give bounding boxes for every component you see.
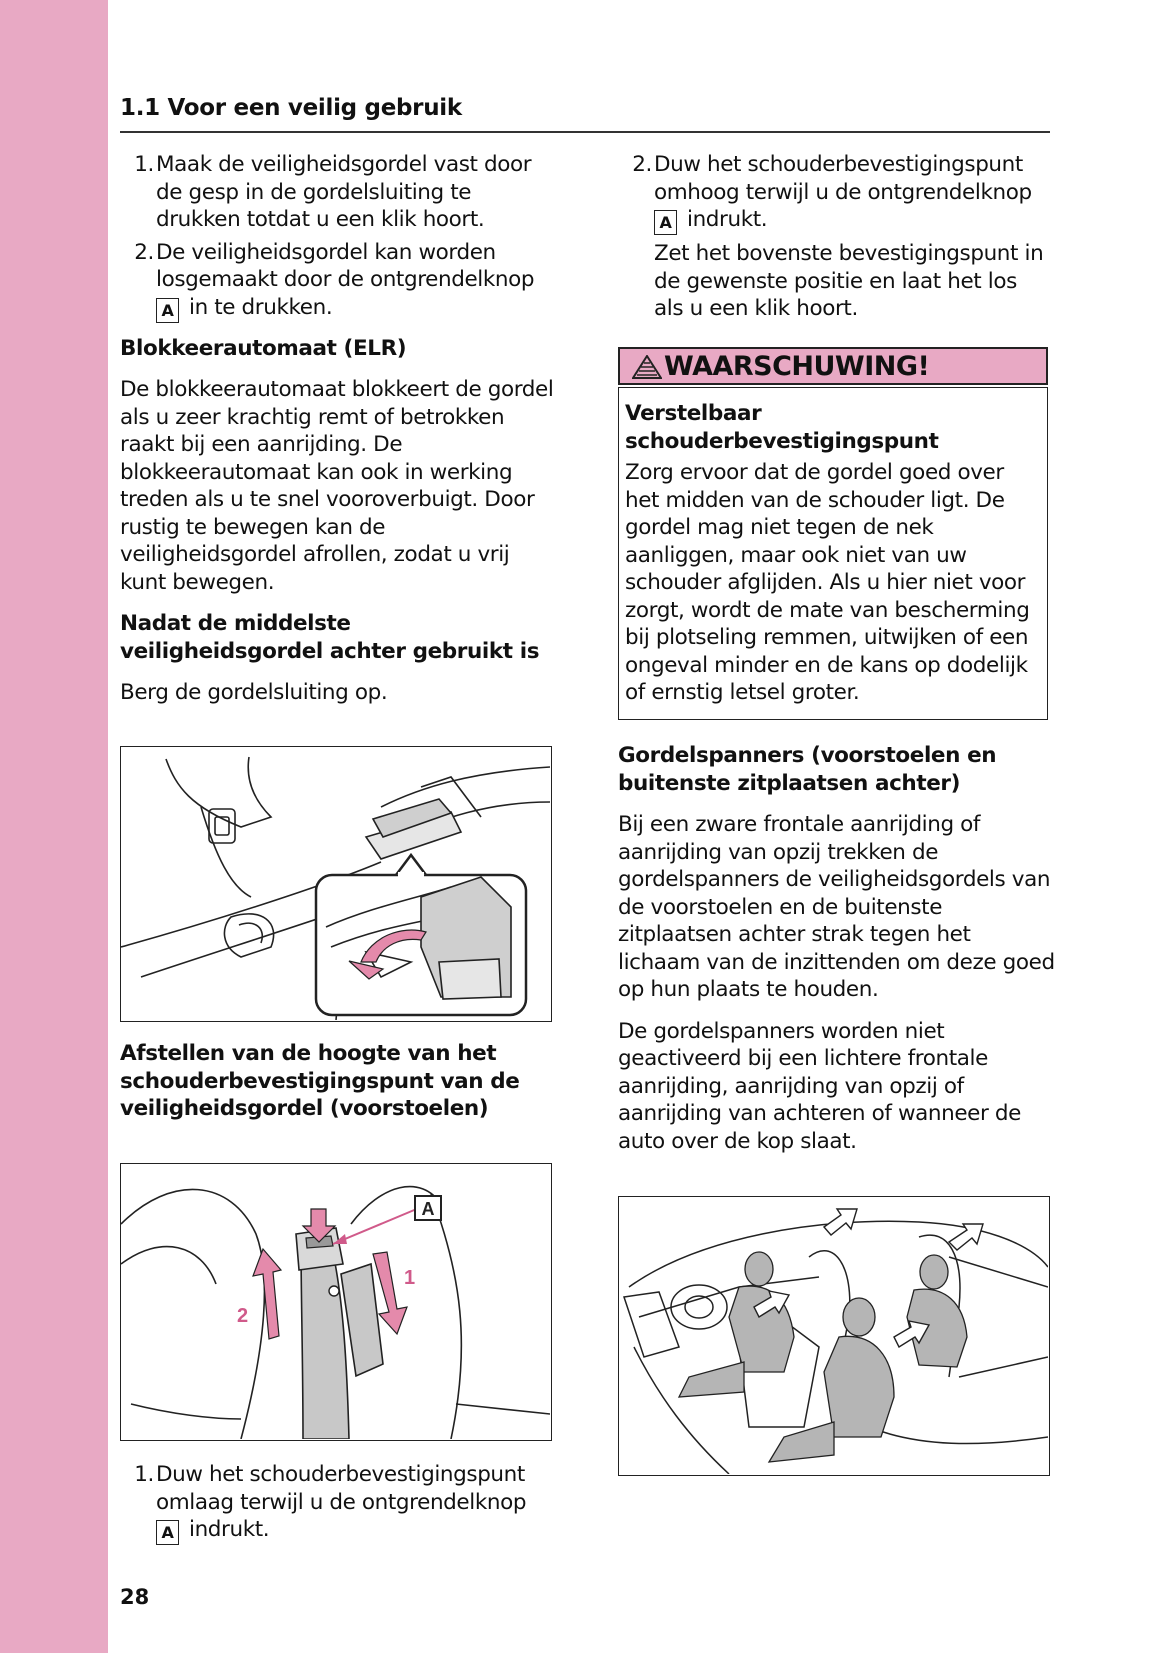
- right-column-middle: [618, 742, 1058, 1169]
- step-text: Duw het schouderbevestigingspunt omlaag terwijl u de ontgrendelknop: [156, 1462, 527, 1515]
- step-number: 1.: [134, 152, 154, 177]
- list-item: [618, 151, 1050, 235]
- step-text: Maak de veiligheidsgordel vast door de gesp in de gordelsluiting te drukken totdat u een klik hoort.: [156, 152, 532, 232]
- height-adjuster-drawing: [121, 1164, 550, 1439]
- title-divider: [120, 131, 1050, 133]
- height-adjuster-illustration: [120, 1163, 552, 1441]
- button-a-badge: A: [156, 298, 179, 323]
- step-number: 2.: [632, 152, 652, 177]
- list-item: [120, 239, 560, 323]
- pretensioner-text-1: Bij een zware frontale aanrijding of aanrijding van opzij trekken de gordelspanners de veiligheidsgordels van de voorstoelen en de buitenste zitplaatsen achter strak tegen het lichaam van de inzittenden om deze goed op hun plaats te houden.: [618, 812, 1055, 1002]
- warning-header: [618, 347, 1048, 385]
- list-item: [120, 1461, 560, 1545]
- right-column-top: [618, 151, 1050, 323]
- step-text-after: indrukt.: [687, 207, 768, 232]
- button-a-badge: A: [654, 210, 677, 235]
- pretensioner-illustration: [618, 1196, 1050, 1476]
- page-number: 28: [120, 1585, 150, 1609]
- warning-body: [618, 387, 1048, 720]
- section-title: 1.1 Voor een veilig gebruik: [120, 95, 462, 121]
- step-text-after: indrukt.: [189, 1517, 270, 1542]
- car-interior-drawing: [619, 1197, 1048, 1474]
- pretensioner-text-2: De gordelspanners worden niet geactiveerd bij een lichtere frontale aanrijding, aanrijding van opzij of aanrijding van achteren of wanneer de auto over de kop slaat.: [618, 1018, 1021, 1154]
- step-number: 2.: [134, 239, 154, 265]
- warning-heading: Verstelbaar schouderbevestigingspunt: [625, 401, 939, 454]
- middle-belt-text: Berg de gordelsluiting op.: [120, 680, 388, 705]
- arrow-label-2: 2: [237, 1305, 249, 1327]
- warning-text: Zorg ervoor dat de gordel goed over het midden van de schouder ligt. De gordel mag niet tegen de nek aanliggen, maar ook niet van uw schouder afglijden. Als u hier niet voor zorgt, wordt de mate van bescherming bij plotseling remmen, uitwijken of een ongeval minder en de kans op dodelijk of ernstig letsel groter.: [625, 460, 1030, 705]
- middle-belt-heading: Nadat de middelste veiligheidsgordel achter gebruikt is: [120, 611, 540, 664]
- height-adjust-heading: Afstellen van de hoogte van het schouderbevestigingspunt van de veiligheidsgordel (voorstoelen): [120, 1041, 520, 1121]
- elr-heading: Blokkeerautomaat (ELR): [120, 335, 407, 361]
- warning-triangle-icon: [632, 355, 662, 379]
- pretensioner-heading: Gordelspanners (voorstoelen en buitenste zitplaatsen achter): [618, 743, 997, 796]
- step-text-after: in te drukken.: [189, 294, 333, 320]
- step-number: 1.: [134, 1462, 154, 1487]
- step-text: Duw het schouderbevestigingspunt omhoog terwijl u de ontgrendelknop: [654, 152, 1032, 205]
- arrow-label-1: 1: [404, 1267, 416, 1289]
- step-text: De veiligheidsgordel kan worden losgemaakt door de ontgrendelknop: [156, 239, 535, 292]
- left-column-bottom: [120, 1461, 560, 1550]
- left-column-top: [120, 151, 560, 721]
- warning-title: WAARSCHUWING!: [664, 351, 930, 382]
- chapter-sidebar: [0, 0, 108, 1653]
- callout-a-label: A: [421, 1199, 435, 1219]
- buckle-storage-drawing: [121, 747, 550, 1020]
- step2-extra: Zet het bovenste bevestigingspunt in de gewenste positie en laat het los als u een klik hoort.: [654, 241, 1044, 321]
- elr-text: De blokkeerautomaat blokkeert de gordel als u zeer krachtig remt of betrokken raakt bij een aanrijding. De blokkeerautomaat kan ook in werking treden als u te snel vooroverbuigt. Door rustig te bewegen kan de veiligheidsgordel afrollen, zodat u vrij kunt bewegen.: [120, 377, 554, 595]
- list-item: [120, 151, 560, 234]
- buckle-storage-illustration: [120, 746, 552, 1022]
- button-a-badge: A: [156, 1520, 179, 1545]
